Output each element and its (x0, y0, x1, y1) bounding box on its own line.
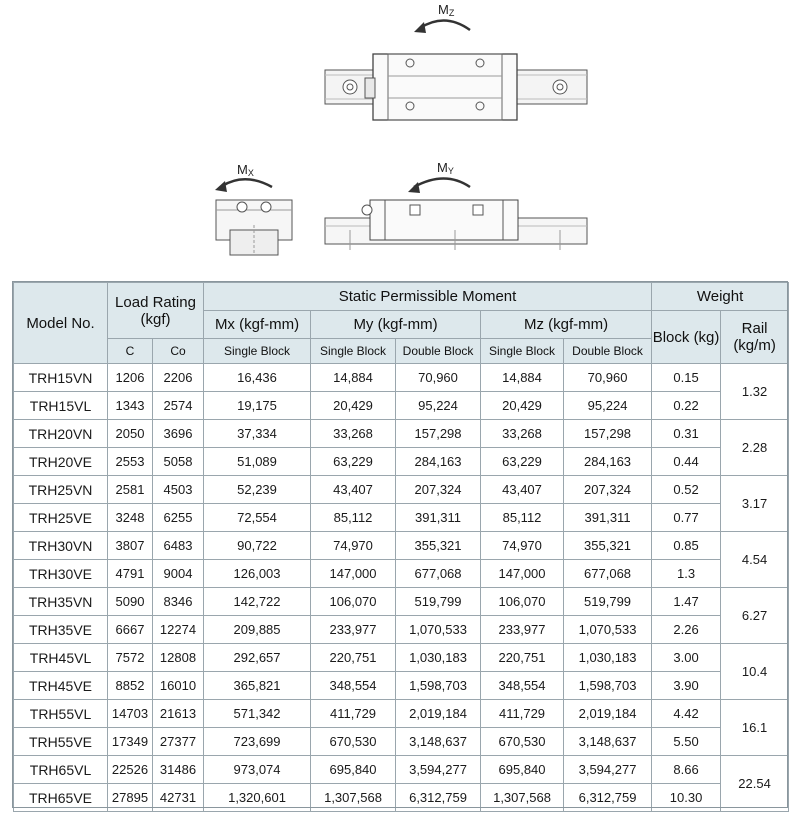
cell-mz-d: 1,598,703 (564, 672, 652, 700)
cell-mz-d: 3,148,637 (564, 728, 652, 756)
cell-my-d: 677,068 (396, 560, 481, 588)
header-model: Model No. (14, 283, 108, 364)
cell-my-d: 519,799 (396, 588, 481, 616)
header-my: My (kgf-mm) (311, 311, 481, 339)
cell-mz-s: 411,729 (481, 700, 564, 728)
cell-co: 27377 (153, 728, 204, 756)
cell-mx: 16,436 (204, 364, 311, 392)
cell-my-d: 6,312,759 (396, 784, 481, 812)
cell-co: 6255 (153, 504, 204, 532)
cell-c: 3807 (108, 532, 153, 560)
cell-my-d: 157,298 (396, 420, 481, 448)
cell-my-s: 74,970 (311, 532, 396, 560)
cell-rail-weight: 2.28 (721, 420, 789, 476)
cell-my-d: 207,324 (396, 476, 481, 504)
cell-model: TRH65VL (14, 756, 108, 784)
cell-block: 0.22 (652, 392, 721, 420)
cell-mx: 571,342 (204, 700, 311, 728)
cell-mz-d: 157,298 (564, 420, 652, 448)
cell-my-d: 95,224 (396, 392, 481, 420)
cell-mx: 126,003 (204, 560, 311, 588)
cell-block: 0.15 (652, 364, 721, 392)
header-mz-double: Double Block (564, 339, 652, 364)
cell-my-d: 3,148,637 (396, 728, 481, 756)
cell-block: 0.52 (652, 476, 721, 504)
cell-mz-d: 1,030,183 (564, 644, 652, 672)
cell-mx: 365,821 (204, 672, 311, 700)
cell-rail-weight: 10.4 (721, 644, 789, 700)
specification-table (13, 282, 789, 812)
cell-model: TRH20VN (14, 420, 108, 448)
cell-mx: 52,239 (204, 476, 311, 504)
cell-block: 0.77 (652, 504, 721, 532)
cell-c: 14703 (108, 700, 153, 728)
table-row (14, 644, 789, 672)
cell-mx: 723,699 (204, 728, 311, 756)
cell-c: 8852 (108, 672, 153, 700)
cell-co: 3696 (153, 420, 204, 448)
header-co: Co (153, 339, 204, 364)
cell-my-d: 391,311 (396, 504, 481, 532)
cell-c: 1206 (108, 364, 153, 392)
cell-block: 4.42 (652, 700, 721, 728)
cell-mx: 1,320,601 (204, 784, 311, 812)
cell-c: 3248 (108, 504, 153, 532)
cell-co: 16010 (153, 672, 204, 700)
cell-c: 2581 (108, 476, 153, 504)
cell-mz-d: 284,163 (564, 448, 652, 476)
cell-mz-s: 147,000 (481, 560, 564, 588)
cell-mz-d: 207,324 (564, 476, 652, 504)
cell-my-d: 70,960 (396, 364, 481, 392)
cell-my-s: 85,112 (311, 504, 396, 532)
table-row (14, 532, 789, 560)
cell-my-s: 233,977 (311, 616, 396, 644)
header-mx-single: Single Block (204, 339, 311, 364)
cell-my-s: 20,429 (311, 392, 396, 420)
cell-mz-d: 677,068 (564, 560, 652, 588)
cell-co: 5058 (153, 448, 204, 476)
table-row (14, 504, 789, 532)
cell-mz-d: 391,311 (564, 504, 652, 532)
cell-mz-s: 670,530 (481, 728, 564, 756)
cell-block: 5.50 (652, 728, 721, 756)
table-body (14, 364, 789, 812)
table-row (14, 364, 789, 392)
cell-block: 0.31 (652, 420, 721, 448)
table-row (14, 756, 789, 784)
cell-c: 2050 (108, 420, 153, 448)
cell-model: TRH45VL (14, 644, 108, 672)
cell-my-s: 33,268 (311, 420, 396, 448)
header-mz-single: Single Block (481, 339, 564, 364)
cell-block: 0.44 (652, 448, 721, 476)
cell-mz-s: 14,884 (481, 364, 564, 392)
header-static-moment: Static Permissible Moment (204, 283, 652, 311)
cell-co: 21613 (153, 700, 204, 728)
table-row (14, 616, 789, 644)
cell-mz-d: 3,594,277 (564, 756, 652, 784)
table-header (14, 283, 789, 364)
cell-model: TRH30VE (14, 560, 108, 588)
cell-c: 17349 (108, 728, 153, 756)
cell-co: 2206 (153, 364, 204, 392)
header-block: Block (kg) (652, 311, 721, 364)
cell-mx: 142,722 (204, 588, 311, 616)
cell-block: 2.26 (652, 616, 721, 644)
cell-block: 1.3 (652, 560, 721, 588)
cell-block: 3.90 (652, 672, 721, 700)
cell-my-d: 3,594,277 (396, 756, 481, 784)
table-row (14, 588, 789, 616)
cell-my-s: 63,229 (311, 448, 396, 476)
cell-my-d: 1,598,703 (396, 672, 481, 700)
cell-mz-d: 519,799 (564, 588, 652, 616)
cell-mx: 292,657 (204, 644, 311, 672)
table-row (14, 672, 789, 700)
top-view (325, 54, 587, 120)
cell-c: 7572 (108, 644, 153, 672)
cell-mz-s: 106,070 (481, 588, 564, 616)
cell-model: TRH45VE (14, 672, 108, 700)
table-row (14, 420, 789, 448)
table-row (14, 700, 789, 728)
cell-block: 10.30 (652, 784, 721, 812)
cell-mz-s: 85,112 (481, 504, 564, 532)
cell-rail-weight: 6.27 (721, 588, 789, 644)
cell-mz-d: 2,019,184 (564, 700, 652, 728)
header-rail: Rail (kg/m) (721, 311, 789, 364)
table-row (14, 784, 789, 812)
cell-my-s: 106,070 (311, 588, 396, 616)
cell-block: 0.85 (652, 532, 721, 560)
cell-co: 6483 (153, 532, 204, 560)
header-load-rating: Load Rating (kgf) (108, 283, 204, 339)
cell-c: 5090 (108, 588, 153, 616)
cell-model: TRH25VN (14, 476, 108, 504)
cell-block: 8.66 (652, 756, 721, 784)
cell-co: 2574 (153, 392, 204, 420)
cell-my-s: 220,751 (311, 644, 396, 672)
cell-mz-s: 20,429 (481, 392, 564, 420)
front-view (216, 200, 292, 255)
cell-mx: 90,722 (204, 532, 311, 560)
cell-my-s: 43,407 (311, 476, 396, 504)
cell-mx: 51,089 (204, 448, 311, 476)
cell-c: 4791 (108, 560, 153, 588)
cell-my-s: 14,884 (311, 364, 396, 392)
table-row (14, 728, 789, 756)
cell-model: TRH35VE (14, 616, 108, 644)
cell-my-d: 355,321 (396, 532, 481, 560)
cell-mz-s: 33,268 (481, 420, 564, 448)
header-mx: Mx (kgf-mm) (204, 311, 311, 339)
cell-co: 31486 (153, 756, 204, 784)
moment-x-label: $M_X$ (237, 162, 254, 178)
linear-guide-drawings (0, 0, 800, 280)
cell-my-s: 147,000 (311, 560, 396, 588)
cell-my-d: 1,030,183 (396, 644, 481, 672)
cell-my-d: 1,070,533 (396, 616, 481, 644)
cell-mz-d: 70,960 (564, 364, 652, 392)
cell-rail-weight: 16.1 (721, 700, 789, 756)
header-weight: Weight (652, 283, 789, 311)
cell-model: TRH20VE (14, 448, 108, 476)
cell-rail-weight: 1.32 (721, 364, 789, 420)
cell-mz-s: 43,407 (481, 476, 564, 504)
cell-co: 8346 (153, 588, 204, 616)
cell-model: TRH30VN (14, 532, 108, 560)
cell-mz-s: 220,751 (481, 644, 564, 672)
cell-co: 12808 (153, 644, 204, 672)
cell-mx: 19,175 (204, 392, 311, 420)
cell-model: TRH55VL (14, 700, 108, 728)
cell-mz-s: 74,970 (481, 532, 564, 560)
cell-model: TRH25VE (14, 504, 108, 532)
cell-c: 27895 (108, 784, 153, 812)
header-my-single: Single Block (311, 339, 396, 364)
cell-mz-s: 233,977 (481, 616, 564, 644)
cell-mz-s: 348,554 (481, 672, 564, 700)
cell-rail-weight: 3.17 (721, 476, 789, 532)
cell-rail-weight: 22.54 (721, 756, 789, 812)
cell-block: 3.00 (652, 644, 721, 672)
cell-my-s: 1,307,568 (311, 784, 396, 812)
cell-mx: 72,554 (204, 504, 311, 532)
cell-c: 1343 (108, 392, 153, 420)
cell-mz-s: 695,840 (481, 756, 564, 784)
cell-rail-weight: 4.54 (721, 532, 789, 588)
cell-model: TRH15VL (14, 392, 108, 420)
cell-mz-d: 355,321 (564, 532, 652, 560)
header-mz: Mz (kgf-mm) (481, 311, 652, 339)
cell-my-d: 2,019,184 (396, 700, 481, 728)
cell-co: 4503 (153, 476, 204, 504)
cell-my-s: 411,729 (311, 700, 396, 728)
cell-model: TRH55VE (14, 728, 108, 756)
table-row (14, 392, 789, 420)
table-row (14, 448, 789, 476)
cell-mz-d: 1,070,533 (564, 616, 652, 644)
cell-c: 6667 (108, 616, 153, 644)
cell-mz-s: 1,307,568 (481, 784, 564, 812)
cell-mz-s: 63,229 (481, 448, 564, 476)
cell-mz-d: 95,224 (564, 392, 652, 420)
cell-c: 2553 (108, 448, 153, 476)
cell-model: TRH15VN (14, 364, 108, 392)
cell-mx: 37,334 (204, 420, 311, 448)
table-row (14, 476, 789, 504)
cell-model: TRH65VE (14, 784, 108, 812)
cell-my-s: 670,530 (311, 728, 396, 756)
header-c: C (108, 339, 153, 364)
table-row (14, 560, 789, 588)
cell-my-s: 348,554 (311, 672, 396, 700)
moment-z-label: $M_Z$ (438, 2, 455, 18)
header-my-double: Double Block (396, 339, 481, 364)
cell-co: 9004 (153, 560, 204, 588)
cell-my-d: 284,163 (396, 448, 481, 476)
cell-my-s: 695,840 (311, 756, 396, 784)
side-view (325, 200, 587, 250)
cell-co: 42731 (153, 784, 204, 812)
cell-c: 22526 (108, 756, 153, 784)
cell-mz-d: 6,312,759 (564, 784, 652, 812)
cell-co: 12274 (153, 616, 204, 644)
moment-diagram (0, 0, 800, 280)
cell-block: 1.47 (652, 588, 721, 616)
cell-mx: 209,885 (204, 616, 311, 644)
moment-y-label: $M_Y$ (437, 160, 454, 176)
cell-model: TRH35VN (14, 588, 108, 616)
cell-mx: 973,074 (204, 756, 311, 784)
